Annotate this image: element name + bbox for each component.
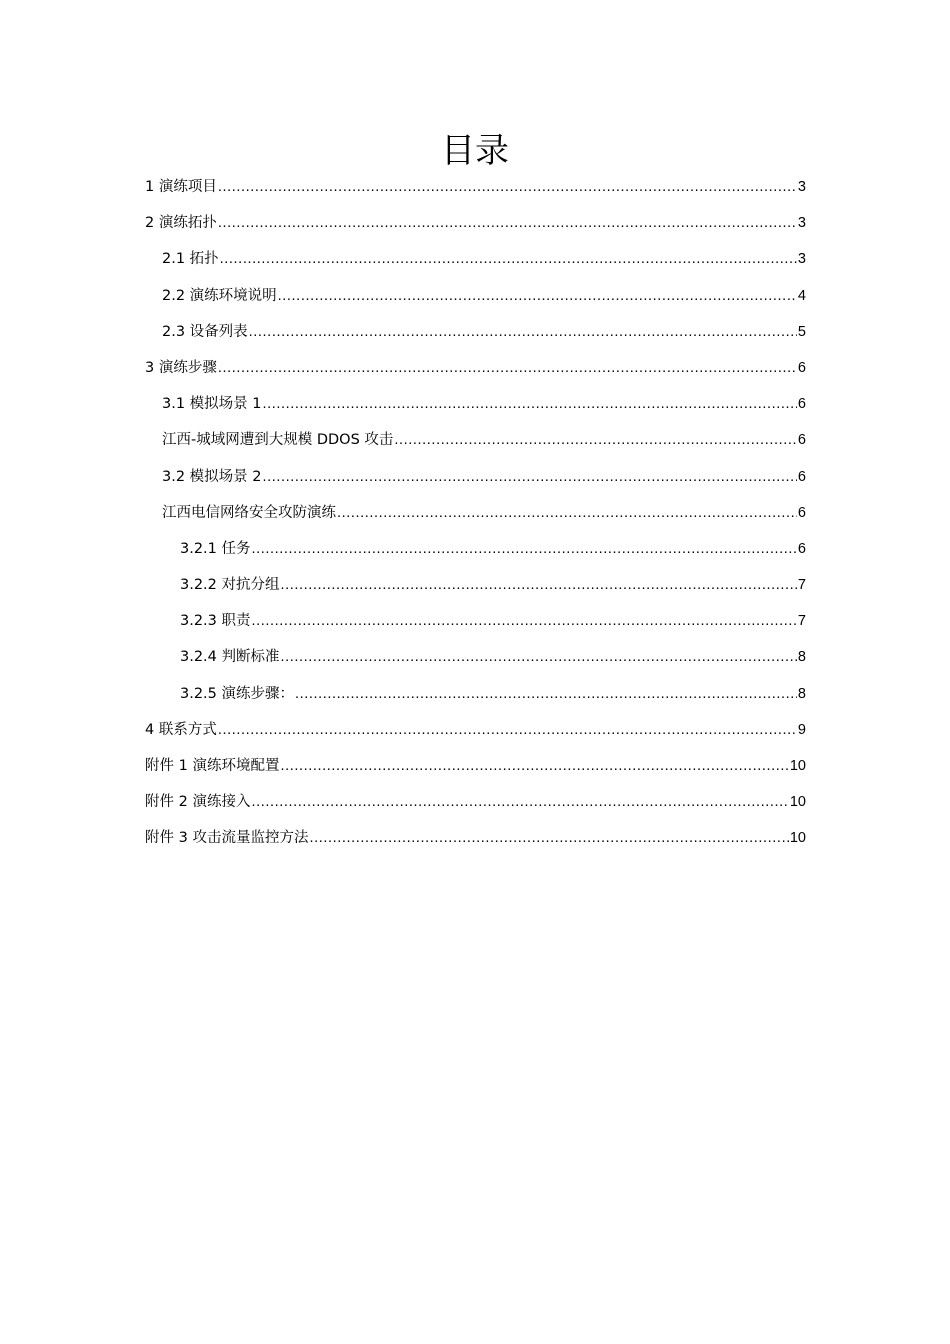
toc-dot-leader: [218, 169, 797, 205]
toc-entry[interactable]: [145, 495, 806, 531]
toc-entry-label: 3.2.1 任务: [180, 540, 251, 557]
toc-page-number: 5: [797, 323, 806, 340]
toc-dot-leader: [394, 422, 797, 458]
toc-entry-label: 3.2.3 职责: [180, 613, 251, 630]
toc-entry[interactable]: [145, 748, 806, 784]
toc-entry[interactable]: [145, 314, 806, 350]
toc-page-number: 6: [797, 540, 806, 557]
toc-dot-leader: [218, 205, 797, 241]
toc-page-number: 3: [797, 215, 806, 232]
toc-entry[interactable]: [145, 459, 806, 495]
toc-page-number: 4: [797, 287, 806, 304]
toc-entry-label: 2.1 拓扑: [162, 251, 219, 268]
toc-page-number: 3: [797, 251, 806, 268]
toc-dot-leader: [309, 820, 788, 856]
toc-entry-label: 1 演练项目: [145, 179, 217, 195]
toc-dot-leader: [337, 495, 797, 531]
toc-page-number: 6: [797, 432, 806, 449]
toc-entry[interactable]: [145, 350, 806, 386]
toc-entry-label: 2 演练拓扑: [145, 215, 217, 232]
toc-dot-leader: [252, 531, 797, 567]
toc-page-number: 3: [797, 179, 806, 195]
toc-entry[interactable]: [145, 784, 806, 820]
toc-dot-leader: [249, 314, 797, 350]
toc-entry[interactable]: [145, 820, 806, 856]
toc-page-number: 10: [789, 830, 806, 847]
toc-entry-label: 附件 1 演练环境配置: [145, 758, 280, 774]
toc-entry-label: 附件 2 演练接入: [145, 794, 251, 811]
toc-page-number: 10: [789, 758, 806, 774]
toc-entry[interactable]: [145, 531, 806, 567]
toc-entry-label: 江西电信网络安全攻防演练: [162, 504, 336, 521]
toc-page-number: 10: [789, 794, 806, 811]
toc-dot-leader: [280, 748, 788, 784]
toc-page-number: 6: [797, 504, 806, 521]
toc-entry[interactable]: [145, 241, 806, 277]
toc-entry[interactable]: [145, 205, 806, 241]
toc-entry[interactable]: [145, 278, 806, 314]
toc-entry-label: 3.2.5 演练步骤：: [180, 685, 295, 702]
toc-dot-leader: [263, 386, 797, 422]
toc-entry-label: 3.2.4 判断标准: [180, 649, 280, 666]
toc-dot-leader: [281, 639, 797, 675]
toc-entry[interactable]: [145, 422, 806, 458]
toc-dot-leader: [220, 241, 797, 277]
toc-entry[interactable]: [145, 603, 806, 639]
toc-dot-leader: [251, 784, 788, 820]
toc-entry[interactable]: [145, 676, 806, 712]
toc-entry-label: 附件 3 攻击流量监控方法: [145, 830, 309, 847]
toc-title: 目录: [441, 131, 509, 171]
toc-page-number: 7: [797, 577, 806, 594]
table-of-contents: [145, 169, 806, 857]
toc-entry[interactable]: [145, 169, 806, 205]
toc-entry-label: 3.2 模拟场景 2: [162, 468, 262, 485]
toc-dot-leader: [281, 567, 797, 603]
toc-dot-leader: [218, 712, 797, 748]
toc-entry-label: 3.2.2 对抗分组: [180, 577, 280, 594]
toc-page-number: 7: [797, 613, 806, 630]
toc-page-number: 8: [797, 685, 806, 702]
toc-entry-label: 3 演练步骤: [145, 359, 217, 376]
toc-entry-label: 3.1 模拟场景 1: [162, 396, 262, 413]
toc-entry[interactable]: [145, 386, 806, 422]
toc-entry-label: 2.3 设备列表: [162, 323, 248, 340]
toc-entry-label: 2.2 演练环境说明: [162, 287, 277, 304]
toc-page-number: 8: [797, 649, 806, 666]
toc-entry-label: 江西-城域网遭到大规模 DDOS 攻击: [162, 432, 394, 449]
toc-dot-leader: [218, 350, 797, 386]
toc-page-number: 9: [797, 721, 806, 738]
toc-dot-leader: [278, 278, 797, 314]
toc-entry[interactable]: [145, 567, 806, 603]
toc-page-number: 6: [797, 396, 806, 413]
toc-dot-leader: [263, 459, 797, 495]
toc-entry[interactable]: [145, 639, 806, 675]
toc-page-number: 6: [797, 468, 806, 485]
toc-entry-label: 4 联系方式: [145, 721, 217, 738]
toc-dot-leader: [252, 603, 797, 639]
toc-page-number: 6: [797, 359, 806, 376]
toc-entry[interactable]: [145, 712, 806, 748]
toc-dot-leader: [295, 676, 797, 712]
